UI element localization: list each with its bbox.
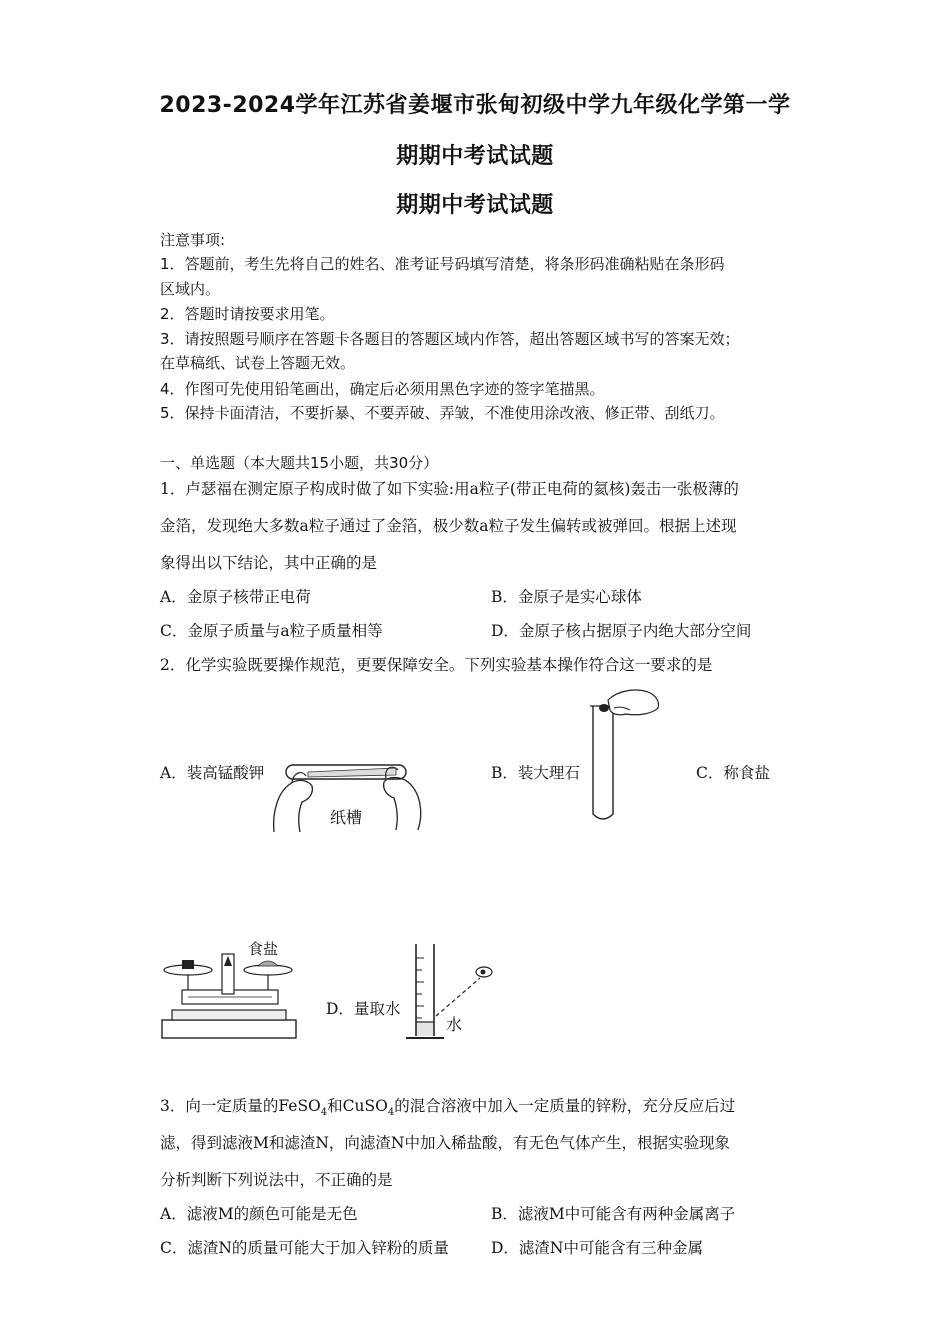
notice-item: 4．作图可先使用铅笔画出，确定后必须用黑色字迹的签字笔描黑。 bbox=[160, 380, 605, 398]
figure-balance-salt bbox=[158, 938, 300, 1042]
q1-option-a: A．金原子核带正电荷 bbox=[160, 588, 311, 606]
q2-option-d: D．量取水 bbox=[326, 1000, 401, 1018]
q1-option-b: B．金原子是实心球体 bbox=[491, 588, 642, 606]
question-3-line1: 3．向一定质量的FeSO$_4$和CuSO$_4$的混合溶液中加入一定质量的锌粉，充分反应后过 bbox=[160, 1097, 736, 1119]
notice-item: 2．答题时请按要求用笔。 bbox=[160, 305, 335, 323]
question-1-line: 象得出以下结论，其中正确的是 bbox=[160, 554, 378, 572]
q2-option-a: A．装高锰酸钾 bbox=[160, 764, 265, 782]
question-3-line3: 分析判断下列说法中，不正确的是 bbox=[160, 1171, 393, 1189]
doc-title-line1: 2023-2024学年江苏省姜堰市张甸初级中学九年级化学第一学 bbox=[159, 93, 791, 118]
figure-paper-trough-test-tube bbox=[268, 742, 430, 834]
notice-item: 区域内。 bbox=[160, 280, 221, 298]
q2-option-b: B．装大理石 bbox=[491, 764, 580, 782]
q3-option-a: A．滤液M的颜色可能是无色 bbox=[160, 1205, 358, 1223]
q3-option-d: D．滤渣N中可能含有三种金属 bbox=[491, 1239, 703, 1257]
doc-title-line2: 期期中考试试题 bbox=[396, 144, 554, 169]
q3-option-c: C．滤渣N的质量可能大于加入锌粉的质量 bbox=[160, 1239, 449, 1257]
q1-option-d: D．金原子核占据原子内绝大部分空间 bbox=[491, 622, 752, 640]
q1-option-c: C．金原子质量与a粒子质量相等 bbox=[160, 622, 383, 640]
notice-heading: 注意事项: bbox=[160, 231, 226, 249]
q3-option-b: B．滤液M中可能含有两种金属离子 bbox=[491, 1205, 736, 1223]
figure-measuring-water bbox=[404, 938, 504, 1044]
water-label: 水 bbox=[446, 1015, 463, 1034]
notice-item: 3．请按照题号顺序在答题卡各题目的答题区域内作答，超出答题区域书写的答案无效； bbox=[160, 330, 740, 348]
notice-item: 5．保持卡面清洁，不要折暴、不要弄破、弄皱，不准使用涂改液、修正带、刮纸刀。 bbox=[160, 404, 725, 422]
figure-marble-test-tube bbox=[588, 686, 663, 826]
question-1-line: 1．卢瑟福在测定原子构成时做了如下实验:用a粒子(带正电荷的氦核)轰击一张极薄的 bbox=[160, 480, 739, 498]
question-3-line2: 滤，得到滤液M和滤渣N，向滤渣N中加入稀盐酸，有无色气体产生，根据实验现象 bbox=[160, 1134, 730, 1152]
notice-item: 在草稿纸、试卷上答题无效。 bbox=[160, 354, 356, 372]
paper-trough-label: 纸槽 bbox=[330, 808, 363, 827]
section-heading: 一、单选题（本大题共15小题，共30分） bbox=[160, 454, 439, 472]
question-1-line: 金箔，发现绝大多数a粒子通过了金箔，极少数a粒子发生偏转或被弹回。根据上述现 bbox=[160, 517, 737, 535]
question-2-stem: 2．化学实验既要操作规范，更要保障安全。下列实验基本操作符合这一要求的是 bbox=[160, 656, 713, 674]
q2-option-c: C．称食盐 bbox=[696, 764, 770, 782]
notice-item: 1．答题前，考生先将自己的姓名、准考证号码填写清楚，将条形码准确粘贴在条形码 bbox=[160, 255, 725, 273]
salt-label: 食盐 bbox=[248, 940, 279, 958]
doc-title-line3: 期期中考试试题 bbox=[396, 193, 554, 218]
